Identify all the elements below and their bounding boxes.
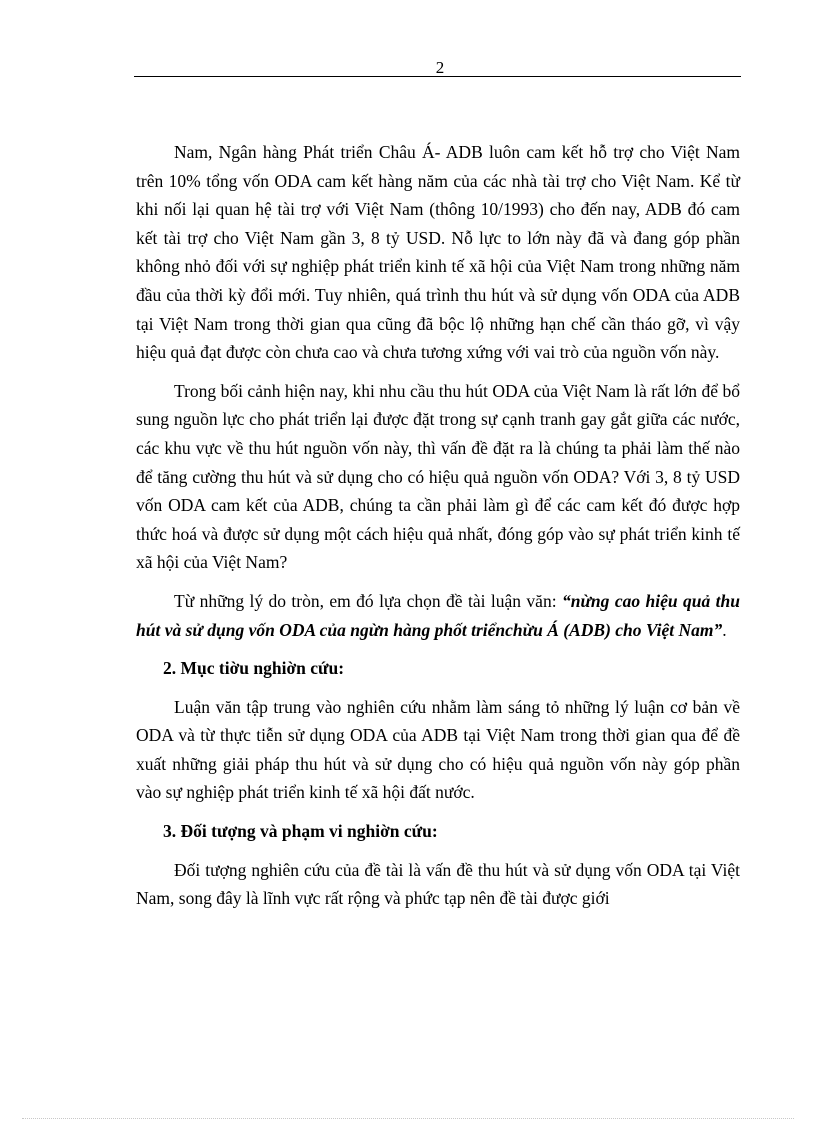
page-number: 2 [435, 58, 445, 77]
paragraph-adb-commitment: Nam, Ngân hàng Phát triển Châu Á- ADB luôn cam kết hỗ trợ cho Việt Nam trên 10% tổng vốn ODA cam kết hàng năm của các nhà tài trợ cho Việt Nam. Kể từ khi nối lại quan hệ tài trợ với Việt Nam (thông 10/1993) cho đến nay, ADB đó cam kết tài trợ cho Việt Nam gần 3, 8 tỷ USD. Nỗ lực to lớn này đã và đang góp phần không nhỏ đối với sự nghiệp phát triển kinh tế xã hội của Việt Nam trong những năm đầu của thời kỳ đổi mới. Tuy nhiên, quá trình thu hút và sử dụng vốn ODA của ADB tại Việt Nam trong thời gian qua cũng đã bộc lộ những hạn chế cần tháo gỡ, vì vậy hiệu quả đạt được còn chưa cao và chưa tương xứng với vai trò của nguồn vốn này. [136, 142, 740, 363]
heading-research-objectives: 2. Mục tiờu nghiờn cứu: [163, 658, 345, 679]
document-body [136, 138, 740, 923]
thesis-title: “nừng cao hiệu quả thu hút và sử dụng vốn ODA của ngừn hàng phốt triểnchừu Á (ADB) cho Việt Nam” [136, 590, 740, 640]
topic-end-punct: . [722, 619, 727, 640]
topic-lead-text: Từ những lý do tròn, em đó lựa chọn đề tài luận văn: [174, 590, 562, 611]
heading-scope: 3. Đối tượng và phạm vi nghiờn cứu: [163, 821, 438, 842]
paragraph-topic-choice [136, 587, 740, 644]
footer-divider [22, 1118, 794, 1119]
header-rule [134, 76, 741, 77]
paragraph-context: Trong bối cảnh hiện nay, khi nhu cầu thu hút ODA của Việt Nam là rất lớn để bổ sung nguồn lực cho phát triển lại được đặt trong sự cạnh tranh gay gắt giữa các nước, các khu vực về thu hút nguồn vốn này, thì vấn đề đặt ra là chúng ta phải làm thế nào để tăng cường thu hút và sử dụng cho có hiệu quả nguồn vốn ODA? Với 3, 8 tỷ USD vốn ODA cam kết của ADB, chúng ta cần phải làm gì để các cam kết đó được hợp thức hoá và được sử dụng một cách hiệu quả nhất, đóng góp vào sự phát triển kinh tế xã hội của Việt Nam? [136, 380, 740, 573]
paragraph-objectives: Luận văn tập trung vào nghiên cứu nhằm làm sáng tỏ những lý luận cơ bản về ODA và từ thực tiễn sử dụng ODA của ADB tại Việt Nam trong thời gian qua để đề xuất những giải pháp thu hút và sử dụng cho có hiệu quả nguồn vốn này góp phần vào sự nghiệp phát triển kinh tế xã hội đất nước. [136, 696, 740, 803]
paragraph-scope: Đối tượng nghiên cứu của đề tài là vấn đề thu hút và sử dụng vốn ODA tại Việt Nam, song đây là lĩnh vực rất rộng và phức tạp nên đề tài được giới [136, 859, 740, 909]
